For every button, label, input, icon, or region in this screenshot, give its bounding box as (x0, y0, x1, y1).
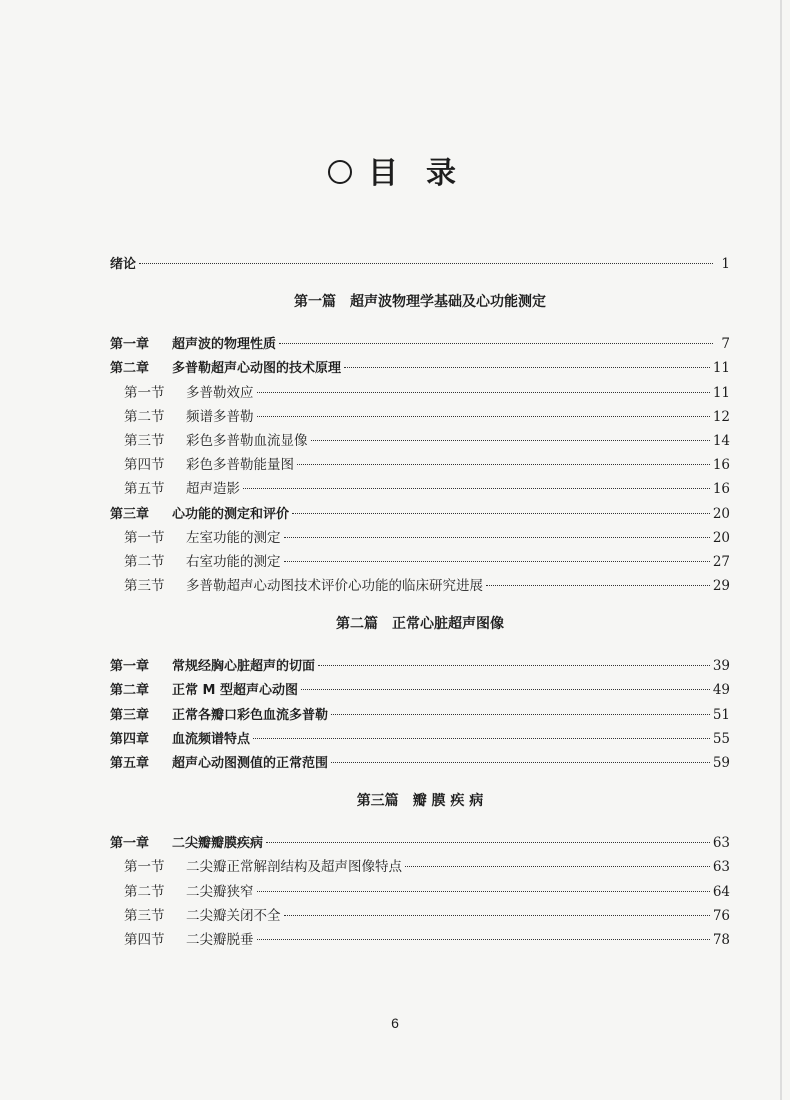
circle-icon (328, 160, 352, 184)
toc-section-entry[interactable] (110, 855, 730, 879)
dot-leader (257, 416, 710, 417)
section-number: 第二节 (124, 408, 165, 425)
toc-page-number: 20 (712, 529, 730, 546)
section-number: 第一节 (124, 384, 165, 401)
section-title: 二尖瓣脱垂 (186, 931, 254, 948)
part-title: 瓣 膜 疾 病 (412, 793, 484, 810)
toc-entry-label: 绪论 (110, 257, 137, 272)
spacer (110, 598, 730, 612)
toc-entry-label (124, 855, 402, 879)
toc-entry-label (124, 880, 254, 904)
toc-page-number: 14 (712, 432, 730, 449)
section-number: 第三节 (124, 432, 165, 449)
spacer (110, 813, 730, 831)
toc-section-entry[interactable] (110, 880, 730, 904)
part-number: 第二篇 (336, 616, 378, 633)
toc-page-number: 16 (712, 457, 730, 474)
chapter-number: 第四章 (110, 731, 150, 747)
part-heading (110, 290, 730, 314)
dot-leader (331, 762, 710, 763)
toc-entry-label (124, 550, 281, 574)
section-title: 超声造影 (186, 481, 240, 498)
dot-leader (284, 561, 710, 562)
toc-chapter-entry[interactable] (110, 727, 730, 751)
chapter-number: 第五章 (110, 756, 150, 771)
page-number: 6 (391, 1015, 399, 1031)
toc-entry-label (124, 928, 254, 952)
section-number: 第一节 (124, 529, 165, 546)
section-title: 多普勒效应 (186, 384, 254, 401)
toc-page-number: 59 (712, 755, 730, 771)
chapter-number: 第一章 (110, 659, 150, 675)
toc-chapter-entry[interactable] (110, 654, 730, 678)
part-number: 第一篇 (294, 294, 336, 311)
chapter-number: 第一章 (110, 836, 150, 852)
chapter-title: 超声心动图测值的正常范围 (172, 756, 329, 771)
title-char-1: 目 (368, 156, 404, 191)
toc-section-entry[interactable] (110, 904, 730, 928)
dot-leader (486, 585, 710, 586)
toc-entry-label (124, 526, 281, 550)
part-heading (110, 789, 730, 813)
table-of-contents (110, 252, 730, 952)
toc-page-number: 63 (712, 835, 730, 852)
section-number: 第三节 (124, 578, 165, 595)
title-char-2: 录 (426, 156, 462, 191)
section-number: 第五节 (124, 481, 165, 498)
toc-entry-label (124, 904, 281, 928)
dot-leader (292, 513, 710, 514)
spacer (110, 775, 730, 789)
section-title: 二尖瓣狭窄 (186, 883, 254, 900)
toc-chapter-entry[interactable] (110, 831, 730, 855)
toc-page-number: 49 (712, 682, 730, 699)
section-title: 多普勒超声心动图技术评价心功能的临床研究进展 (186, 578, 483, 595)
section-title: 彩色多普勒血流显像 (186, 432, 308, 449)
part-title: 正常心脏超声图像 (392, 616, 504, 633)
section-title: 二尖瓣关闭不全 (186, 907, 281, 924)
chapter-number: 第二章 (110, 683, 150, 699)
section-title: 频谱多普勒 (186, 408, 254, 425)
toc-entry-label (110, 679, 298, 703)
dot-leader (139, 263, 713, 264)
section-number: 第四节 (124, 931, 165, 948)
toc-page-number: 78 (712, 931, 730, 948)
dot-leader (297, 464, 710, 465)
toc-entry-label (124, 405, 254, 429)
toc-entry-label (124, 381, 254, 405)
toc-entry-label (110, 728, 250, 752)
toc-section-entry[interactable] (110, 381, 730, 405)
dot-leader (257, 939, 710, 940)
dot-leader (331, 714, 710, 715)
toc-entry-label (110, 752, 328, 776)
chapter-title: 正常 M 型超声心动图 (172, 683, 298, 699)
dot-leader (344, 367, 710, 368)
page-title (0, 148, 790, 192)
dot-leader (311, 440, 710, 441)
toc-page-number: 76 (712, 907, 730, 924)
chapter-title: 心功能的测定和评价 (172, 506, 290, 522)
chapter-title: 正常各瓣口彩色血流多普勒 (172, 707, 329, 723)
toc-section-entry[interactable] (110, 928, 730, 952)
chapter-title: 常规经胸心脏超声的切面 (172, 659, 316, 675)
section-number: 第二节 (124, 553, 165, 570)
toc-chapter-entry[interactable] (110, 751, 730, 775)
toc-section-entry[interactable] (110, 429, 730, 453)
section-title: 左室功能的测定 (186, 529, 281, 546)
spacer (110, 276, 730, 290)
toc-entry-label (110, 333, 276, 357)
chapter-title: 血流频谱特点 (172, 731, 251, 747)
toc-chapter-entry[interactable] (110, 356, 730, 380)
dot-leader (253, 738, 710, 739)
toc-entry-label (110, 357, 341, 381)
toc-chapter-entry[interactable] (110, 502, 730, 526)
toc-section-entry[interactable] (110, 526, 730, 550)
toc-chapter-entry[interactable] (110, 678, 730, 702)
part-number: 第三篇 (356, 793, 399, 810)
dot-leader (318, 665, 710, 666)
chapter-title: 二尖瓣瓣膜疾病 (172, 836, 264, 852)
dot-leader (279, 343, 713, 344)
toc-section-entry[interactable] (110, 574, 730, 598)
toc-chapter-entry[interactable] (110, 703, 730, 727)
section-title: 右室功能的测定 (186, 553, 281, 570)
dot-leader (284, 537, 710, 538)
toc-section-entry[interactable] (110, 550, 730, 574)
part-heading (110, 612, 730, 636)
dot-leader (405, 866, 710, 867)
dot-leader (257, 392, 710, 393)
toc-page-number: 11 (712, 360, 730, 377)
chapter-number: 第二章 (110, 361, 150, 377)
toc-page-number: 12 (712, 408, 730, 425)
dot-leader (301, 689, 710, 690)
spacer (110, 636, 730, 654)
toc-page-number: 55 (712, 730, 730, 747)
chapter-number: 第三章 (110, 506, 150, 522)
toc-entry-label (110, 503, 289, 527)
toc-section-entry[interactable] (110, 453, 730, 477)
toc-entry-label (110, 655, 315, 679)
chapter-number: 第一章 (110, 337, 150, 353)
toc-page-number: 64 (712, 883, 730, 900)
toc-section-entry[interactable] (110, 405, 730, 429)
chapter-number: 第三章 (110, 707, 150, 723)
dot-leader (266, 842, 710, 843)
toc-page-number: 1 (721, 256, 730, 272)
toc-chapter-entry[interactable] (110, 332, 730, 356)
toc-entry-label (110, 704, 328, 728)
toc-page-number: 16 (712, 481, 730, 498)
spacer (110, 314, 730, 332)
dot-leader (284, 915, 710, 916)
toc-page-number: 11 (712, 384, 730, 401)
section-title: 彩色多普勒能量图 (186, 457, 294, 474)
section-number: 第一节 (124, 859, 165, 876)
toc-page-number: 20 (712, 505, 730, 522)
toc-page-number: 27 (712, 553, 730, 570)
dot-leader (243, 488, 710, 489)
toc-page-number: 29 (712, 578, 730, 595)
toc-page-number: 63 (712, 859, 730, 876)
toc-entry-label (124, 429, 308, 453)
toc-page-number: 39 (712, 658, 730, 675)
toc-section-entry[interactable] (110, 477, 730, 501)
toc-entry-label (124, 453, 294, 477)
chapter-title: 多普勒超声心动图的技术原理 (172, 361, 342, 377)
toc-entry-label (124, 477, 240, 501)
toc-entry-label (124, 574, 483, 598)
section-number: 第三节 (124, 907, 165, 924)
chapter-title: 超声波的物理性质 (172, 337, 277, 353)
toc-page-number: 7 (721, 336, 730, 353)
toc-entry-intro[interactable] (110, 252, 730, 276)
toc-entry-label (110, 832, 263, 856)
toc-page-number: 51 (712, 706, 730, 723)
part-title: 超声波物理学基础及心功能测定 (350, 294, 546, 311)
section-number: 第二节 (124, 883, 165, 900)
section-number: 第四节 (124, 457, 165, 474)
dot-leader (257, 891, 710, 892)
section-title: 二尖瓣正常解剖结构及超声图像特点 (186, 859, 402, 876)
